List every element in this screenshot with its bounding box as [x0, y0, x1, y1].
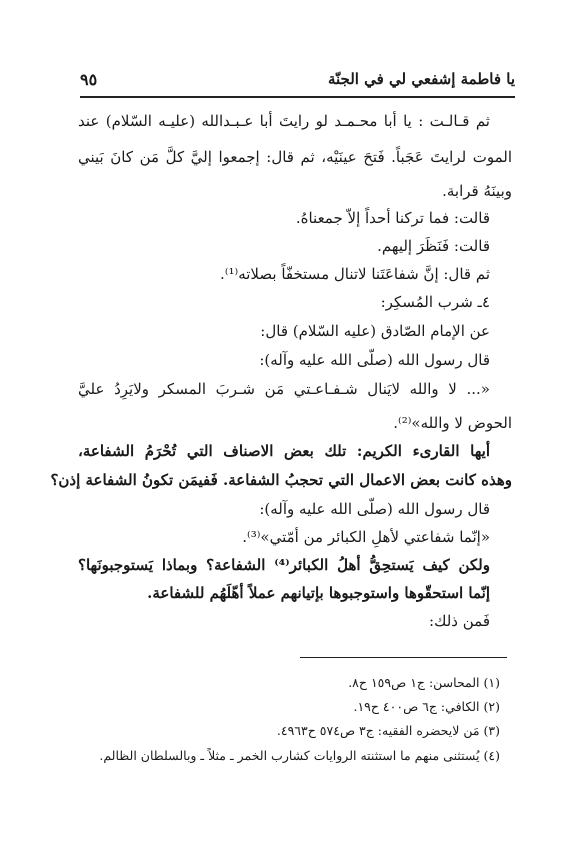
text-line: ثم قال: إنَّ شفاعَتَنا لاتنال مستخفّاً بصلاته⁽¹⁾. — [220, 265, 490, 283]
text-line: ثم قـالـت : يا أبا محـمـد لو رايتَ أبا عـبـدالله (عليـه السّلام) عند — [78, 112, 490, 130]
header-divider — [80, 96, 515, 98]
footnote: (٢) الكافي: ج٦ ص٤٠٠ ح١٩. — [353, 699, 500, 714]
footnote: (١) المحاسن: ج١ ص١٥٩ ح٨. — [348, 675, 500, 690]
text-line: قال رسول الله (صلّى الله عليه وآله): — [259, 351, 490, 369]
text-line: وهذه كانت بعض الاعمال التي تحجبُ الشفاعة. فَفيمَن تكونُ الشفاعة إذن؟ — [50, 471, 512, 489]
footnote: (٤) يُستثنى منهم ما استثنته الروايات كشارب الخمر ـ مثلاً ـ وبالسلطان الظالم. — [99, 748, 500, 763]
text-line: وبينَهُ قرابة. — [442, 182, 512, 200]
footnote: (٣) مَن لايحضره الفقيه: ج٣ ص٥٧٤ ح٤٩٦٣. — [276, 723, 500, 738]
text-line: عن الإمام الصّادق (عليه السّلام) قال: — [260, 322, 490, 340]
text-line: فَمن ذلك: — [429, 612, 490, 630]
quote-line: «... لا والله لايَنال شـفـاعـتي مَن شـربَ المسكر ولايَرِدُ عليَّ — [78, 380, 490, 398]
text-line: قالت: فما تركنا أحداً إلاّ جمعناهُ. — [295, 209, 490, 227]
page-number: ٩٥ — [80, 70, 98, 89]
running-title: يا فاطمة إشفعي لي في الجنّة — [327, 70, 515, 88]
text-line: إنّما استحقّوها واستوجبوها بإتيانهم عملاً أهّلَهُم للشفاعة. — [147, 584, 490, 602]
text-line: أيها القارىء الكريم: تلك بعض الاصناف التي تُحْرَمُ الشفاعة، — [78, 442, 490, 460]
text-line: ولكن كيف يَستحِقُّ أهلُ الكبائر⁽⁴⁾ الشفاعة؟ وبماذا يَستوجبونَها؟ — [78, 556, 490, 574]
section-heading: ٤ـ شرب المُسكِر: — [380, 293, 490, 311]
text-line: قالت: فَنَظَرَ إليهم. — [377, 237, 490, 255]
quote-line: الحوض لا والله»⁽²⁾. — [393, 414, 512, 432]
quote-line: «إنّما شفاعتي لأهلِ الكبائر من أمّتي»⁽³⁾. — [242, 528, 490, 546]
text-line: قال رسول الله (صلّى الله عليه وآله): — [259, 500, 490, 518]
footnote-divider — [300, 657, 507, 658]
text-line: الموت لرايتَ عَجَباً. فَتحَ عينَيْه، ثم قال: إجمعوا إليَّ كلَّ مَن كانَ بَيني — [78, 148, 512, 166]
running-header — [80, 68, 515, 94]
